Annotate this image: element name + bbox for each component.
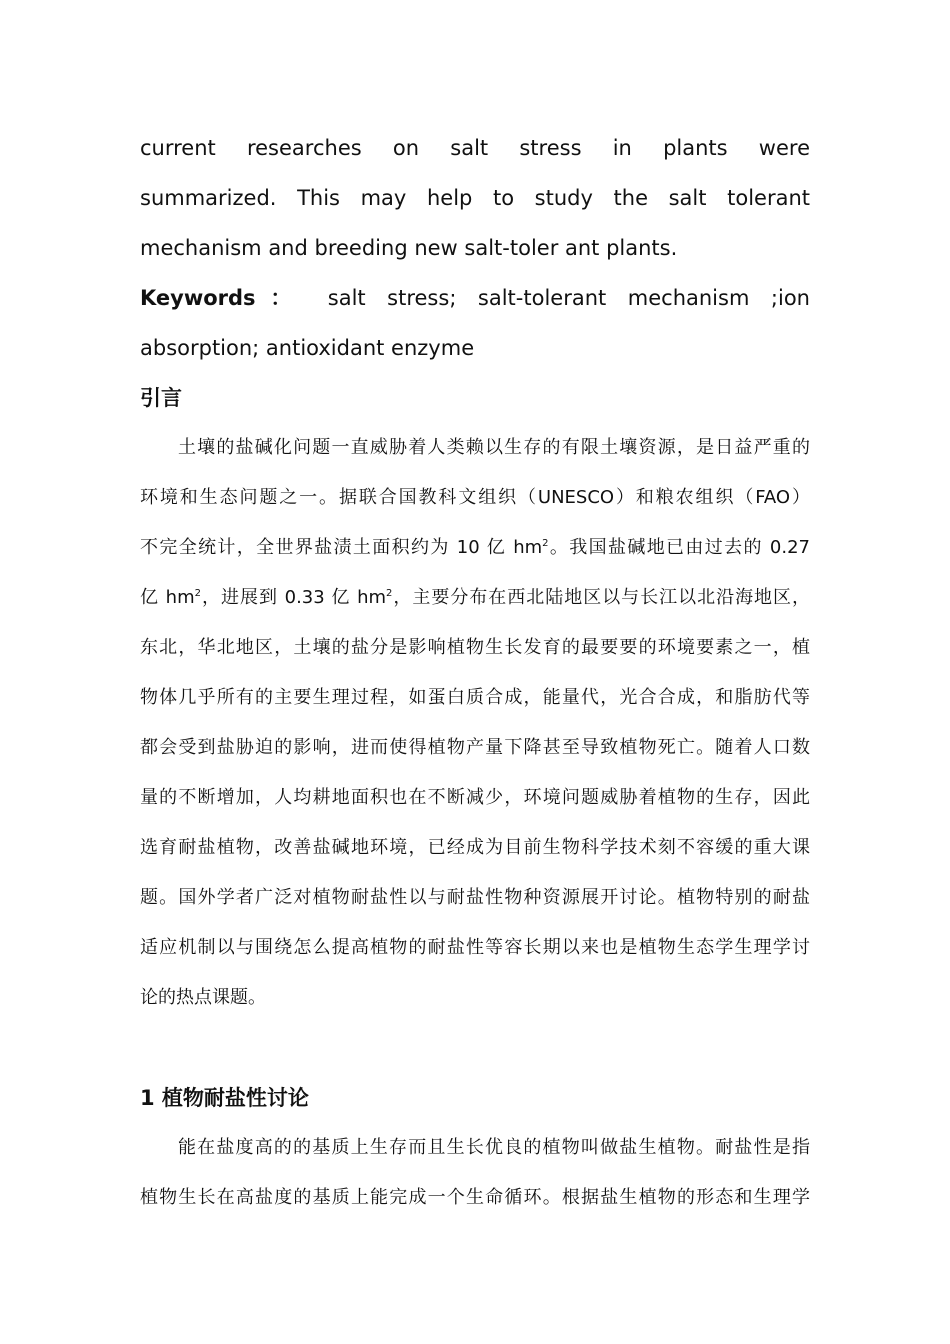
section-1-line-2: 植物生长在高盐度的基质上能完成一个生命循环。根据盐生植物的形态和生理学 [140, 1187, 810, 1208]
intro-line-4-text: 亿 hm [140, 587, 195, 608]
intro-line-4-tail: ，主要分布在西北陆地区以与长江以北沿海地区， [392, 587, 811, 608]
intro-line-6: 物体几乎所有的主要生理过程，如蛋白质合成，能量代，光合合成，和脂肪代等 [140, 687, 810, 708]
intro-line-2: 环境和生态问题之一。据联合国教科文组织（UNESCO）和粮农组织（FAO） [140, 487, 810, 508]
keywords-line-2: absorption; antioxidant enzyme [140, 336, 475, 360]
superscript-2: 2 [194, 588, 202, 599]
intro-line-5: 东北，华北地区，土壤的盐分是影响植物生长发育的最要要的环境要素之一，植 [140, 637, 810, 658]
intro-line-11: 适应机制以与围绕怎么提高植物的耐盐性等容长期以来也是植物生态学生理学讨 [140, 937, 810, 958]
intro-line-10: 题。国外学者广泛对植物耐盐性以与耐盐性物种资源展开讨论。植物特别的耐盐 [140, 887, 810, 908]
abstract-line-2: summarized. This may help to study the salt tolerant [140, 186, 810, 210]
section-spacer [140, 1023, 810, 1073]
abstract-line-1: current researches on salt stress in plants were [140, 136, 810, 160]
abstract-english-tail [140, 123, 810, 273]
intro-heading: 引言 [140, 386, 182, 410]
section-1-paragraph [140, 1123, 810, 1223]
keywords-label: Keywords： [140, 286, 307, 310]
keywords-line-1 [140, 273, 810, 323]
intro-line-9: 选育耐盐植物，改善盐碱地环境，已经成为目前生物科学技术刻不容缓的重大课 [140, 837, 810, 858]
section-1-heading: 1 植物耐盐性讨论 [140, 1086, 309, 1110]
abstract-line-3: mechanism and breeding new salt-toler ant plants. [140, 236, 678, 260]
document-page [140, 123, 810, 1223]
intro-line-1: 土壤的盐碱化问题一直威胁着人类赖以生存的有限土壤资源，是日益严重的 [178, 437, 810, 458]
superscript-2: 2 [386, 588, 393, 599]
intro-line-3 [140, 523, 810, 573]
section-1-line-1: 能在盐度高的的基质上生存而且生长优良的植物叫做盐生植物。耐盐性是指 [178, 1137, 810, 1158]
intro-line-3-tail: 。我国盐碱地已由过去的 0.27 [548, 537, 810, 558]
intro-line-3-text: 不完全统计，全世界盐渍土面积约为 10 亿 hm [140, 537, 543, 558]
intro-line-12: 论的热点课题。 [140, 987, 266, 1008]
intro-line-4 [140, 573, 810, 623]
keywords-paragraph [140, 273, 810, 373]
keywords-text-1: salt stress; salt-tolerant mechanism ;ion [306, 286, 810, 310]
superscript-2: 2 [542, 538, 549, 549]
intro-line-8: 量的不断增加，人均耕地面积也在不断减少，环境问题威胁着植物的生存，因此 [140, 787, 810, 808]
intro-line-7: 都会受到盐胁迫的影响，进而使得植物产量下降甚至导致植物死亡。随着人口数 [140, 737, 810, 758]
intro-line-4-mid: ，进展到 0.33 亿 hm [201, 587, 387, 608]
intro-paragraph [140, 423, 810, 1023]
